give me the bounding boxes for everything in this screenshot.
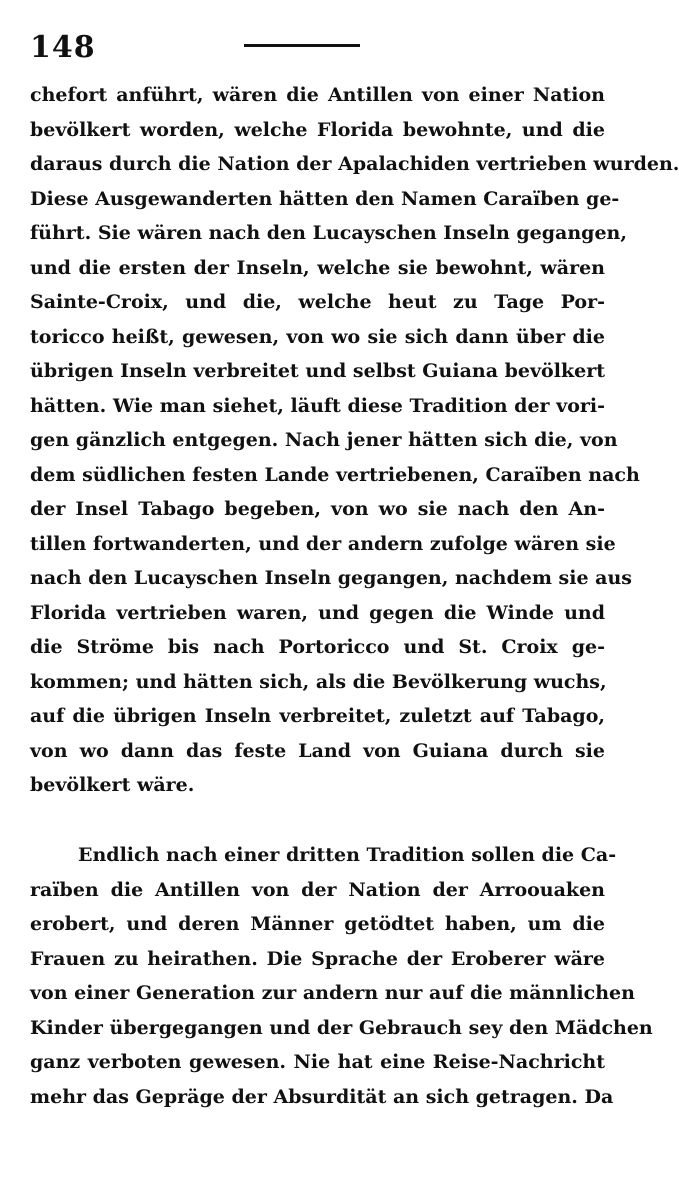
text-line: Kinder übergegangen und der Gebrauch sey den Mädchen: [30, 1016, 653, 1039]
text-line: raïben die Antillen von der Nation der Arroouaken: [30, 878, 605, 901]
text-line: bevölkert worden, welche Florida bewohnte, und die: [30, 118, 605, 141]
paragraph-1: [30, 78, 679, 803]
text-line: Florida vertrieben waren, und gegen die Winde und: [30, 601, 605, 624]
text-line: von wo dann das feste Land von Guiana durch sie: [30, 739, 605, 762]
text-line: Sainte-Croix, und die, welche heut zu Tage Por-: [30, 291, 605, 313]
header-rule: [244, 44, 360, 47]
text-line: Endlich nach einer dritten Tradition sollen die Ca-: [78, 844, 617, 866]
text-line: toricco heißt, gewesen, von wo sie sich dann über die: [30, 325, 605, 348]
text-line: die Ströme bis nach Portoricco und St. Croix ge-: [30, 636, 605, 658]
text-line: Frauen zu heirathen. Die Sprache der Eroberer wäre: [30, 947, 605, 970]
text-line: hätten. Wie man siehet, läuft diese Tradition der vori-: [30, 394, 605, 417]
text-line: erobert, und deren Männer getödtet haben, um die: [30, 913, 605, 935]
text-line: dem südlichen festen Lande vertriebenen, Caraïben nach: [30, 463, 640, 486]
text-line: mehr das Gepräge der Absurdität an sich getragen. Da: [30, 1085, 614, 1108]
text-line: Diese Ausgewanderten hätten den Namen Caraïben ge-: [30, 187, 620, 210]
text-line: von einer Generation zur andern nur auf die männlichen: [30, 982, 635, 1004]
text-line: auf die übrigen Inseln verbreitet, zuletzt auf Tabago,: [30, 705, 605, 727]
text-line: bevölkert wäre.: [30, 774, 195, 796]
text-line: führt. Sie wären nach den Lucayschen Inseln gegangen,: [30, 222, 627, 244]
text-line: ganz verboten gewesen. Nie hat eine Reise-Nachricht: [30, 1051, 605, 1073]
text-line: übrigen Inseln verbreitet und selbst Guiana bevölkert: [30, 360, 605, 382]
text-line: und die ersten der Inseln, welche sie bewohnt, wären: [30, 256, 605, 279]
text-line: der Insel Tabago begeben, von wo sie nach den An-: [30, 498, 605, 520]
text-line: nach den Lucayschen Inseln gegangen, nachdem sie aus: [30, 567, 632, 589]
text-line: gen gänzlich entgegen. Nach jener hätten sich die, von: [30, 429, 618, 451]
text-line: tillen fortwanderten, und der andern zufolge wären sie: [30, 532, 616, 555]
page-number: 148: [30, 30, 96, 65]
text-line: daraus durch die Nation der Apalachiden vertrieben wurden.: [30, 153, 679, 175]
paragraph-2: [30, 838, 653, 1114]
text-line: chefort anführt, wären die Antillen von einer Nation: [30, 84, 605, 106]
text-line: kommen; und hätten sich, als die Bevölkerung wuchs,: [30, 670, 607, 693]
